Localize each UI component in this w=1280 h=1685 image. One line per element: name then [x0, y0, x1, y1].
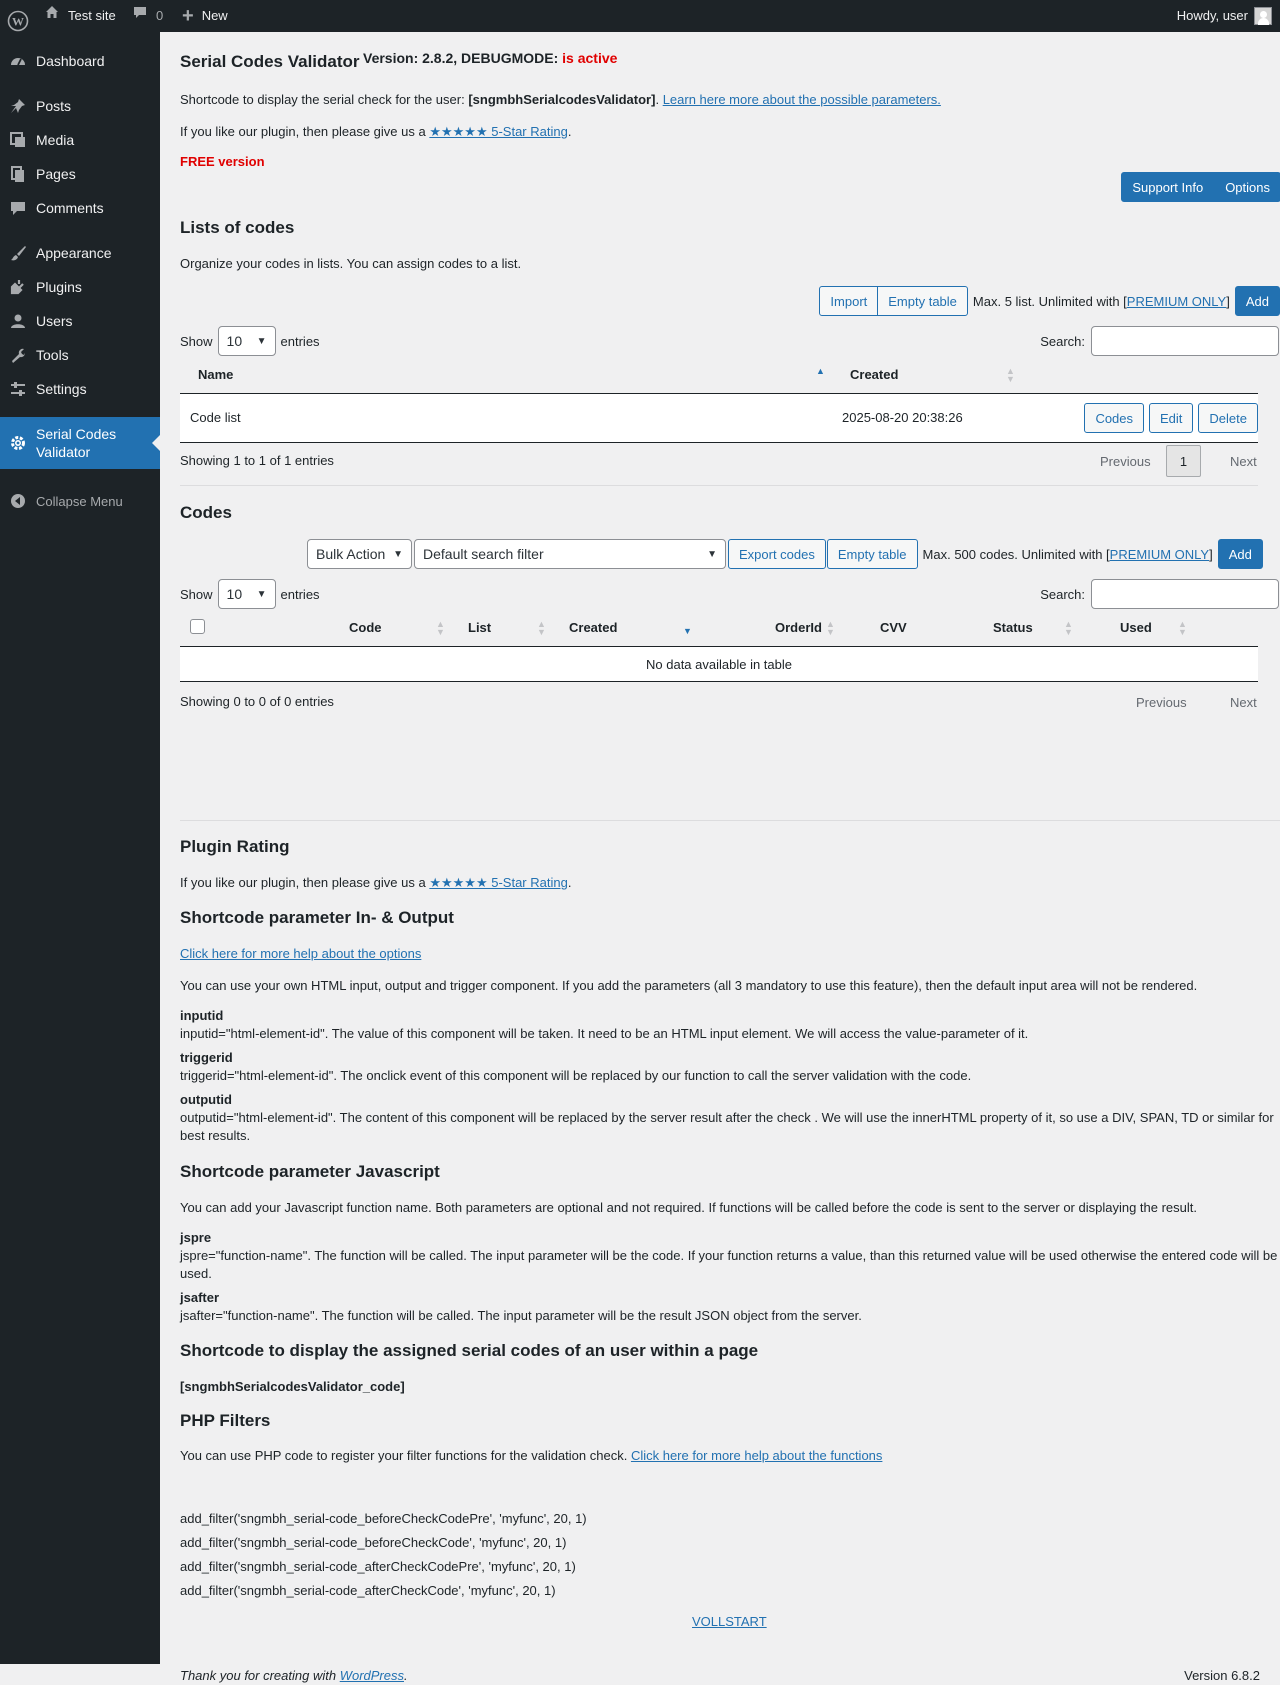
sidebar-item-media[interactable]: [0, 123, 160, 157]
shortcode-value: [sngmbhSerialcodesValidator]: [468, 92, 656, 107]
sidebar-item-label-line2: Validator: [36, 444, 91, 460]
collapse-icon: [0, 493, 36, 509]
row-actions: [1084, 403, 1258, 433]
column-header-cvv[interactable]: CVV: [880, 620, 907, 635]
column-header-list[interactable]: List: [468, 620, 492, 635]
premium-link[interactable]: PREMIUM ONLY: [1109, 546, 1210, 562]
comments-link[interactable]: [132, 0, 163, 32]
codes-info: Showing 0 to 0 of 0 entries: [180, 694, 334, 709]
lists-description: Organize your codes in lists. You can assign codes to a list.: [180, 256, 522, 271]
gear-icon: [0, 434, 36, 452]
page-length-value: 10: [226, 333, 243, 349]
lists-prev-button[interactable]: Previous: [1100, 454, 1151, 469]
filter-line: add_filter('sngmbh_serial-code_beforeCheckCodePre', 'myfunc', 20, 1): [180, 1511, 587, 1526]
empty-codes-button[interactable]: Empty table: [827, 539, 918, 569]
svg-text:W: W: [12, 14, 24, 29]
pages-icon: [0, 165, 36, 183]
codes-prev-button[interactable]: Previous: [1136, 695, 1187, 710]
column-header-created[interactable]: Created: [569, 620, 618, 635]
sidebar-item-label: Comments: [36, 200, 104, 216]
admin-sidebar: [0, 32, 160, 1664]
sidebar-item-label: Settings: [36, 381, 87, 397]
edition-badge: FREE version: [180, 154, 265, 169]
search-filter-select[interactable]: [414, 539, 726, 569]
help-divider: [180, 820, 1280, 821]
entries-label: entries: [280, 586, 320, 602]
list-name-cell: Code list: [190, 410, 241, 425]
page-length-value: 10: [226, 586, 243, 602]
sidebar-item-label: Appearance: [36, 245, 112, 261]
sidebar-item-label: [36, 425, 116, 461]
version-info: [363, 50, 617, 66]
plugin-icon: [0, 278, 36, 296]
pin-icon: [0, 97, 36, 115]
wrench-icon: [0, 346, 36, 364]
codes-limit-note: [923, 547, 1213, 562]
lists-limit-text: Max. 5 list. Unlimited with [: [972, 293, 1127, 309]
export-codes-button[interactable]: Export codes: [728, 539, 826, 569]
comment-icon: [132, 0, 148, 32]
add-list-button[interactable]: Add: [1235, 286, 1280, 316]
sidebar-item-label: Tools: [36, 347, 69, 363]
dashboard-icon: [0, 52, 36, 70]
sidebar-item-label: Users: [36, 313, 73, 329]
codes-search: [1040, 579, 1279, 609]
filter-line: add_filter('sngmbh_serial-code_afterCheckCode', 'myfunc', 20, 1): [180, 1583, 556, 1598]
rating-info: If you like our plugin, then please give us a ★★★★★ 5-Star Rating.: [180, 124, 572, 139]
entries-label: entries: [280, 333, 320, 349]
lists-limit-note: [973, 294, 1230, 309]
comments-count: 0: [156, 8, 164, 23]
lists-limit-close: ]: [1226, 293, 1230, 309]
sidebar-item-tools[interactable]: [0, 338, 160, 372]
version-label: Version: 2.8.2, DEBUGMODE:: [363, 50, 559, 66]
codes-toolbar: [307, 539, 1263, 569]
page-length-select[interactable]: [218, 579, 276, 609]
table-footer-divider: [180, 442, 1258, 443]
wp-version: Version 6.8.2: [1184, 1668, 1260, 1683]
collapse-menu-button[interactable]: [0, 484, 160, 518]
param-name: jspre: [180, 1230, 212, 1245]
sort-both-icon: ▲ ▼: [1064, 619, 1073, 637]
lists-length-control: [180, 326, 320, 356]
edit-button[interactable]: Edit: [1149, 403, 1193, 433]
sidebar-item-dashboard[interactable]: [0, 44, 160, 78]
column-header-name[interactable]: Name: [198, 367, 234, 382]
premium-link[interactable]: PREMIUM ONLY: [1126, 293, 1227, 309]
greeting: Howdy, user: [1176, 8, 1248, 23]
filter-line: add_filter('sngmbh_serial-code_beforeCheckCode', 'myfunc', 20, 1): [180, 1535, 567, 1550]
media-icon: [0, 131, 36, 149]
search-label: Search:: [1040, 586, 1085, 602]
plugin-rating-title: Plugin Rating: [180, 837, 290, 856]
brush-icon: [0, 244, 36, 262]
new-label: New: [201, 8, 228, 23]
select-all-checkbox[interactable]: [190, 619, 205, 634]
filter-line: add_filter('sngmbh_serial-code_afterCheckCodePre', 'myfunc', 20, 1): [180, 1559, 576, 1574]
wordpress-link[interactable]: WordPress: [339, 1668, 404, 1683]
io-description: You can use your own HTML input, output and trigger component. If you add the parameters (all 3 mandatory to use this feature), then the default input area will not be rendered.: [180, 978, 1198, 993]
add-code-button[interactable]: Add: [1218, 539, 1263, 569]
help-rating-info: If you like our plugin, then please give us a ★★★★★ 5-Star Rating.: [180, 875, 572, 890]
sidebar-item-appearance[interactable]: [0, 236, 160, 270]
shortcode-intro: Shortcode to display the serial check for the user:: [180, 92, 465, 107]
account-menu[interactable]: [1177, 0, 1272, 32]
new-content-link[interactable]: [182, 0, 228, 32]
chevron-down-icon: ▼: [707, 548, 717, 560]
user-icon: [0, 312, 36, 330]
sort-desc-icon: ▼: [683, 626, 692, 636]
debug-state: is active: [562, 50, 618, 66]
sidebar-item-users[interactable]: [0, 304, 160, 338]
home-icon: [44, 0, 60, 32]
rating-intro: If you like our plugin, then please give us a: [180, 875, 426, 890]
sidebar-item-settings[interactable]: [0, 372, 160, 406]
rating-link[interactable]: ★★★★★ 5-Star Rating: [429, 124, 568, 139]
lists-toolbar: [819, 286, 1280, 316]
chevron-down-icon: ▼: [256, 335, 267, 347]
lists-search: [1040, 326, 1279, 356]
page-1-button[interactable]: 1: [1166, 445, 1201, 477]
param-name: triggerid: [180, 1050, 233, 1065]
param-description: inputid="html-element-id". The value of this component will be taken. It need to be an HTML input element. We will access the value-parameter of it.: [180, 1026, 1029, 1041]
table-footer-divider: [180, 681, 1258, 682]
sort-both-icon: ▲ ▼: [537, 619, 546, 637]
section-divider: [180, 485, 1258, 486]
chevron-down-icon: ▼: [393, 548, 403, 560]
php-filters-title: PHP Filters: [180, 1411, 271, 1430]
empty-table-row: [180, 647, 1258, 681]
codes-search-input[interactable]: [1091, 579, 1279, 609]
settings-icon: [0, 380, 36, 398]
site-name-link[interactable]: [44, 0, 116, 32]
io-params-title: Shortcode parameter In- & Output: [180, 908, 454, 927]
sort-both-icon: ▲ ▼: [1178, 619, 1187, 637]
param-name: outputid: [180, 1092, 232, 1107]
header-buttons: [1121, 172, 1280, 202]
shortcode-info: Shortcode to display the serial check for the user: [sngmbhSerialcodesValidator]. Learn here more about the possible parameters.: [180, 92, 941, 107]
footer-thanks: [180, 1667, 408, 1685]
site-name: Test site: [68, 8, 116, 23]
avatar: [1254, 7, 1272, 25]
column-header-status[interactable]: Status: [993, 620, 1033, 635]
lists-next-button[interactable]: Next: [1230, 454, 1257, 469]
codes-section-title: Codes: [180, 503, 232, 522]
show-label: Show: [180, 333, 213, 349]
param-description: jsafter="function-name". The function will be called. The input parameter will be the result JSON object from the server.: [180, 1308, 862, 1323]
php-text: You can use PHP code to register your filter functions for the validation check.: [180, 1448, 628, 1463]
list-created-cell: 2025-08-20 20:38:26: [842, 410, 963, 425]
delete-button[interactable]: Delete: [1198, 403, 1258, 433]
assigned-codes-title: Shortcode to display the assigned serial codes of an user within a page: [180, 1341, 759, 1360]
rating-link[interactable]: ★★★★★ 5-Star Rating: [429, 875, 568, 890]
sort-both-icon: ▲ ▼: [436, 619, 445, 637]
sidebar-item-label: Media: [36, 132, 75, 148]
sidebar-item-plugins[interactable]: [0, 270, 160, 304]
js-description: You can add your Javascript function name. Both parameters are optional and not required. If functions will be called before the code is sent to the server or displaying the result.: [180, 1200, 1197, 1215]
column-header-used[interactable]: Used: [1120, 620, 1152, 635]
options-help-link[interactable]: Click here for more help about the options: [180, 946, 422, 961]
sidebar-item-pages[interactable]: [0, 157, 160, 191]
comment-icon: [0, 199, 36, 217]
sidebar-item-label-line1: Serial Codes: [36, 426, 117, 442]
functions-help-link[interactable]: Click here for more help about the functions: [630, 1448, 883, 1463]
assigned-shortcode: [sngmbhSerialcodesValidator_code]: [180, 1379, 405, 1394]
sidebar-item-comments[interactable]: [0, 191, 160, 225]
sort-both-icon: ▲ ▼: [1006, 366, 1015, 384]
empty-lists-button[interactable]: Empty table: [877, 286, 968, 316]
codes-length-control: [180, 579, 320, 609]
codes-limit-close: ]: [1209, 546, 1213, 562]
page-length-select[interactable]: [218, 326, 276, 356]
codes-button[interactable]: Codes: [1084, 403, 1144, 433]
support-info-button[interactable]: Support Info: [1121, 172, 1214, 202]
column-header-orderid[interactable]: OrderId: [775, 620, 822, 635]
lists-search-input[interactable]: [1091, 326, 1279, 356]
sidebar-item-serial-codes-validator[interactable]: [0, 417, 160, 469]
search-label: Search:: [1040, 333, 1085, 349]
footer-period: .: [404, 1668, 408, 1683]
empty-table-message: No data available in table: [646, 656, 792, 672]
sidebar-item-posts[interactable]: [0, 89, 160, 123]
sidebar-item-label: Posts: [36, 98, 72, 114]
chevron-down-icon: ▼: [256, 588, 267, 600]
sidebar-item-label: Collapse Menu: [36, 493, 123, 509]
codes-next-button[interactable]: Next: [1230, 695, 1257, 710]
vollstart-link[interactable]: VOLLSTART: [692, 1614, 767, 1629]
sidebar-item-label: Dashboard: [36, 53, 105, 69]
bulk-action-select[interactable]: [307, 539, 412, 569]
rating-intro: If you like our plugin, then please give us a: [180, 124, 426, 139]
codes-limit-text: Max. 500 codes. Unlimited with [: [922, 546, 1110, 562]
js-params-title: Shortcode parameter Javascript: [180, 1162, 440, 1181]
param-name: inputid: [180, 1008, 224, 1023]
param-description: triggerid="html-element-id". The onclick event of this component will be replaced by our function to call the server validation with the code.: [180, 1068, 972, 1083]
options-button[interactable]: Options: [1214, 172, 1280, 202]
sort-both-icon: ▲ ▼: [826, 619, 835, 637]
footer-thanks-text: Thank you for creating with: [180, 1668, 337, 1683]
column-header-code[interactable]: Code: [349, 620, 382, 635]
lists-info: Showing 1 to 1 of 1 entries: [180, 453, 334, 468]
page-title: Serial Codes Validator: [180, 52, 360, 71]
show-label: Show: [180, 586, 213, 602]
param-name: jsafter: [180, 1290, 220, 1305]
php-description: [180, 1447, 882, 1465]
param-description: jspre="function-name". The function will be called. The input parameter will be the code. If your function returns a value, than this returned value will be used otherwise the entered code will be used.: [180, 1248, 1278, 1281]
search-filter-value: Default search filter: [423, 546, 544, 562]
sort-asc-icon: ▲: [816, 366, 825, 376]
lists-section-title: Lists of codes: [180, 218, 295, 237]
param-description: outputid="html-element-id". The content of this component will be replaced by the server result after the check . We will use the innerHTML property of it, so use a DIV, SPAN, TD or similar for best results.: [180, 1110, 1274, 1143]
import-button[interactable]: Import: [819, 286, 878, 316]
bulk-action-value: Bulk Action: [316, 546, 386, 562]
plus-icon: +: [182, 5, 194, 27]
parameters-help-link[interactable]: Learn here more about the possible parameters.: [662, 92, 941, 107]
sidebar-item-label: Pages: [36, 166, 76, 182]
sidebar-item-label: Plugins: [36, 279, 82, 295]
admin-bar: [0, 0, 1280, 32]
column-header-created[interactable]: Created: [850, 367, 899, 382]
